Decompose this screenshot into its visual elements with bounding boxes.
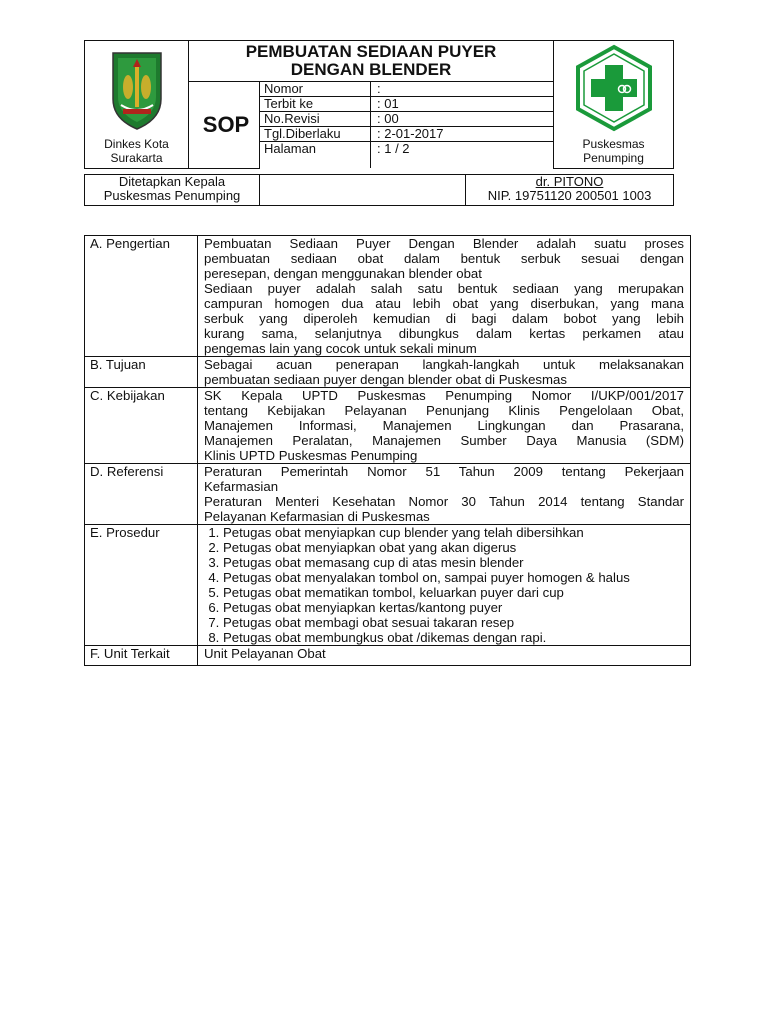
meta-label-halaman: Halaman (260, 142, 371, 169)
right-org-line-2: Penumping (583, 151, 644, 166)
procedure-step: 4. Petugas obat menyalakan tombol on, sampai puyer homogen & halus (223, 570, 684, 585)
label-prosedur: E. Prosedur (85, 525, 198, 646)
left-org-line-2: Surakarta (110, 151, 163, 165)
title-line-2: DENGAN BLENDER (290, 60, 452, 79)
sop-body (84, 235, 691, 666)
signatory-nip: NIP. 19751120 200501 1003 (487, 188, 652, 203)
row-unit-terkait (85, 646, 691, 666)
sop-label: SOP (189, 82, 260, 169)
text-line: Manajemen Peralatan, Manajemen Sumber Daya Manusia (SDM) (204, 433, 684, 448)
text-line: serbuk yang diperoleh kemudian di bagi dalam bobot yang lebih (204, 311, 684, 326)
signatory-name: dr. PITONO (535, 174, 604, 189)
row-kebijakan (85, 388, 691, 464)
text-line: SK Kepala UPTD Puskesmas Penumping Nomor I/UKP/001/2017 (204, 388, 684, 403)
meta-value-revisi: : 00 (371, 112, 554, 127)
signature-space (260, 175, 466, 206)
text-line: Kefarmasian (204, 479, 279, 494)
dinkes-crest-icon (109, 49, 165, 131)
signature-right (466, 175, 674, 206)
label-pengertian: A. Pengertian (85, 236, 198, 357)
right-logo-cell (554, 41, 674, 169)
signature-left (85, 175, 260, 206)
content-kebijakan (198, 388, 691, 464)
left-org-line-1: Dinkes Kota (104, 137, 169, 151)
title-line-1: PEMBUATAN SEDIAAN PUYER (245, 42, 497, 61)
procedure-step: 1. Petugas obat menyiapkan cup blender yang telah dibersihkan (223, 525, 684, 540)
meta-label-terbit: Terbit ke (260, 97, 371, 112)
signature-left-line-1: Ditetapkan Kepala (118, 174, 226, 189)
row-referensi (85, 464, 691, 525)
puskesmas-logo-icon (569, 43, 659, 133)
label-unit-terkait: F. Unit Terkait (85, 646, 198, 666)
text-line: peresepan, dengan menggunakan blender obat (204, 266, 482, 281)
text-line: Sediaan puyer adalah salah satu bentuk sediaan yang merupakan (204, 281, 684, 296)
left-logo-cell (85, 41, 189, 169)
content-pengertian (198, 236, 691, 357)
text-line: Peraturan Menteri Kesehatan Nomor 30 Tahun 2014 tentang Standar (204, 494, 684, 509)
label-kebijakan: C. Kebijakan (85, 388, 198, 464)
meta-label-tgl: Tgl.Diberlaku (260, 127, 371, 142)
procedure-step: 3. Petugas obat memasang cup di atas mesin blender (223, 555, 684, 570)
text-line: Peraturan Pemerintah Nomor 51 Tahun 2009 tentang Pekerjaan (204, 464, 684, 479)
sop-header (84, 40, 674, 169)
procedure-list (204, 525, 684, 645)
signature-row (84, 174, 674, 206)
text-line: campuran homogen dua atau lebih obat yang diserbukan, yang mana (204, 296, 684, 311)
row-pengertian (85, 236, 691, 357)
meta-label-nomor: Nomor (260, 82, 371, 97)
text-line: tentang Kebijakan Pelayanan Penunjang Klinis Pengelolaan Obat, (204, 403, 684, 418)
document-title (189, 41, 554, 82)
meta-value-terbit: : 01 (371, 97, 554, 112)
text-line: Pelayanan Kefarmasian di Puskesmas (204, 509, 430, 524)
procedure-step: 8. Petugas obat membungkus obat /dikemas dengan rapi. (223, 630, 684, 645)
content-prosedur (198, 525, 691, 646)
text-line: pembuatan sediaan puyer dengan blender obat di Puskesmas (204, 372, 567, 387)
content-referensi (198, 464, 691, 525)
text-line: Klinis UPTD Puskesmas Penumping (204, 448, 418, 463)
procedure-step: 7. Petugas obat membagi obat sesuai takaran resep (223, 615, 684, 630)
procedure-step: 5. Petugas obat mematikan tombol, keluarkan puyer dari cup (223, 585, 684, 600)
meta-value-halaman: : 1 / 2 (371, 142, 554, 169)
row-prosedur (85, 525, 691, 646)
content-tujuan (198, 357, 691, 388)
meta-label-revisi: No.Revisi (260, 112, 371, 127)
text-line: Manajemen Informasi, Manajemen Lingkungan dan Prasarana, (204, 418, 684, 433)
signature-left-line-2: Puskesmas Penumping (103, 188, 241, 203)
text-line: pembuatan sediaan obat dalam bentuk serbuk sesuai dengan (204, 251, 684, 266)
label-tujuan: B. Tujuan (85, 357, 198, 388)
text-line: pengemas lain yang cocok untuk sekali minum (204, 341, 477, 356)
content-unit-terkait: Unit Pelayanan Obat (198, 646, 691, 666)
label-referensi: D. Referensi (85, 464, 198, 525)
text-line: kurang sama, selanjutnya dibungkus dalam kertas perkamen atau (204, 326, 684, 341)
row-tujuan (85, 357, 691, 388)
meta-value-nomor: : (371, 82, 554, 97)
text-line: Sebagai acuan penerapan langkah-langkah untuk melaksanakan (204, 357, 684, 372)
procedure-step: 6. Petugas obat menyiapkan kertas/kantong puyer (223, 600, 684, 615)
text-line: Pembuatan Sediaan Puyer Dengan Blender adalah suatu proses (204, 236, 684, 251)
meta-value-tgl: : 2-01-2017 (371, 127, 554, 142)
procedure-step: 2. Petugas obat menyiapkan obat yang akan digerus (223, 540, 684, 555)
right-org-line-1: Puskesmas (582, 137, 645, 152)
